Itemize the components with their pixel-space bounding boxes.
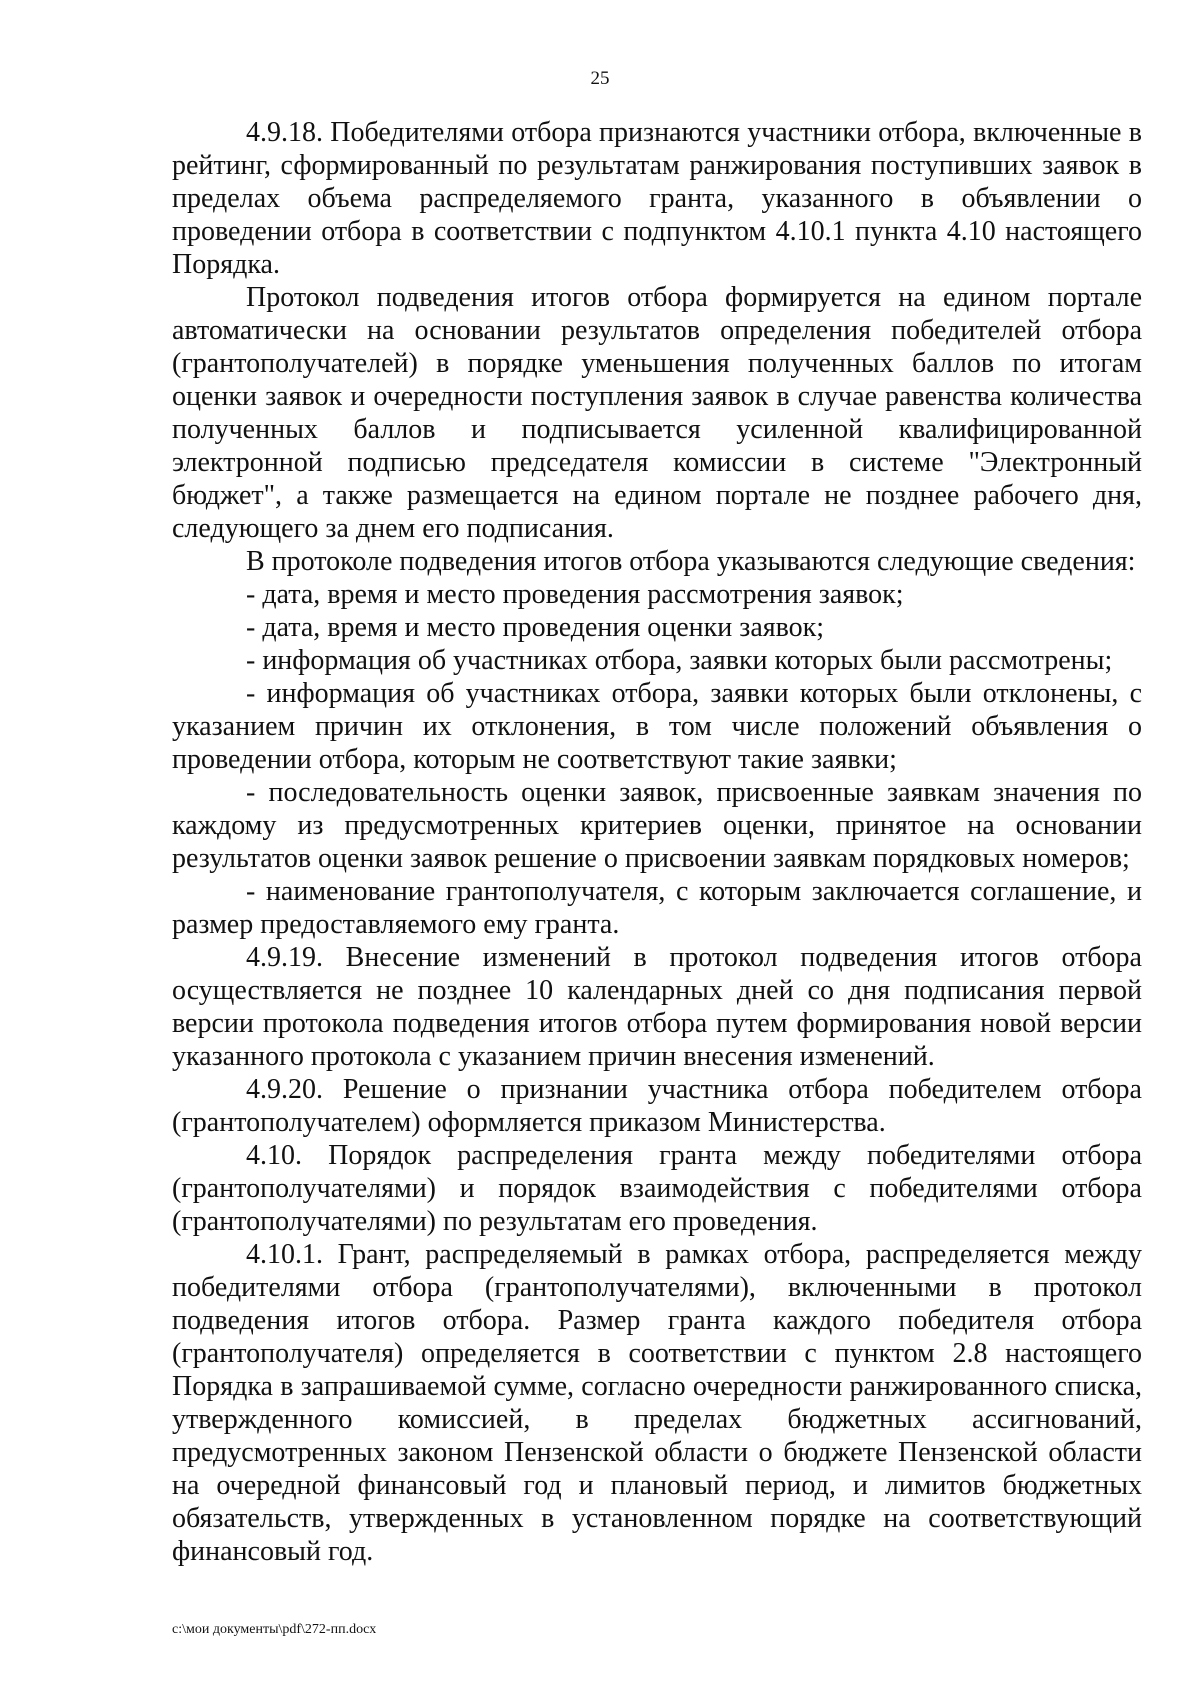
paragraph-4-9-20: 4.9.20. Решение о признании участника отбора победителем отбора (грантополучателем) оформляется приказом Министерства. <box>172 1074 1142 1138</box>
list-item-review-date: - дата, время и место проведения рассмотрения заявок; <box>246 579 904 610</box>
paragraph-4-9-18: 4.9.18. Победителями отбора признаются участники отбора, включенные в рейтинг, сформированный по результатам ранжирования поступивших заявок в пределах объема распределяемого гранта, указанного в объявлении о проведении отбора в соответствии с подпунктом 4.10.1 пункта 4.10 настоящего Порядка. <box>172 117 1142 280</box>
page-number: 25 <box>590 68 610 89</box>
paragraph-4-9-19: 4.9.19. Внесение изменений в протокол подведения итогов отбора осуществляется не позднее 10 календарных дней со дня подписания первой версии протокола подведения итогов отбора путем формирования новой версии указанного протокола с указанием причин внесения изменений. <box>172 942 1142 1072</box>
footer-file-path: c:\мои документы\pdf\272-пп.docx <box>172 1622 377 1637</box>
paragraph-protocol-contents-intro: В протоколе подведения итогов отбора указываются следующие сведения: <box>246 546 1136 577</box>
list-item-grantee-name: - наименование грантополучателя, с которым заключается соглашение, и размер предоставляемого ему гранта. <box>172 876 1142 940</box>
paragraph-4-10-1: 4.10.1. Грант, распределяемый в рамках отбора, распределяется между победителями отбора (грантополучателями), включенными в протокол подведения итогов отбора. Размер гранта каждого победителя отбора (грантополучателя) определяется в соответствии с пунктом 2.8 настоящего Порядка в запрашиваемой сумме, согласно очередности ранжированного списка, утвержденного комиссией, в пределах бюджетных ассигнований, предусмотренных законом Пензенской области о бюджете Пензенской области на очередной финансовый год и плановый период, и лимитов бюджетных обязательств, утвержденных в установленном порядке на соответствующий финансовый год. <box>172 1239 1142 1567</box>
list-item-reviewed-participants: - информация об участниках отбора, заявки которых были рассмотрены; <box>246 645 1113 676</box>
paragraph-protocol-formation: Протокол подведения итогов отбора формируется на едином портале автоматически на основании результатов определения победителей отбора (грантополучателей) в порядке уменьшения полученных баллов по итогам оценки заявок и очередности поступления заявок в случае равенства количества полученных баллов и подписывается усиленной квалифицированной электронной подписью председателя комиссии в системе "Электронный бюджет", а также размещается на едином портале не позднее рабочего дня, следующего за днем его подписания. <box>172 282 1142 544</box>
document-body <box>172 116 1142 1568</box>
paragraph-4-10: 4.10. Порядок распределения гранта между победителями отбора (грантополучателями) и порядок взаимодействия с победителями отбора (грантополучателями) по результатам его проведения. <box>172 1140 1142 1237</box>
list-item-evaluation-date: - дата, время и место проведения оценки заявок; <box>246 612 825 643</box>
list-item-evaluation-sequence: - последовательность оценки заявок, присвоенные заявкам значения по каждому из предусмотренных критериев оценки, принятое на основании результатов оценки заявок решение о присвоении заявкам порядковых номеров; <box>172 777 1142 874</box>
list-item-rejected-participants: - информация об участниках отбора, заявки которых были отклонены, с указанием причин их отклонения, в том числе положений объявления о проведении отбора, которым не соответствуют такие заявки; <box>172 678 1142 775</box>
